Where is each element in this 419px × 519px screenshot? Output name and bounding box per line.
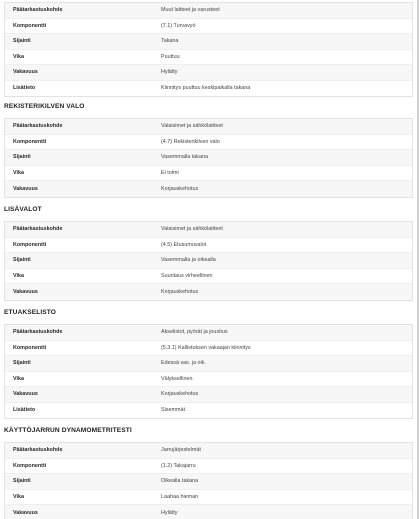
detail-label: Päätarkastuskohde — [13, 226, 63, 233]
detail-value: Edessä vas. ja oik. — [161, 360, 206, 367]
detail-label: Sijainti — [13, 154, 31, 161]
section-title-rekisterikilven-valo: REKISTERIKILVEN VALO — [4, 103, 85, 110]
detail-label: Päätarkastuskohde — [13, 7, 63, 14]
detail-label: Sijainti — [13, 478, 31, 485]
detail-value: Valaisimet ja sähkölaitteet — [161, 226, 223, 233]
detail-row — [5, 65, 412, 81]
detail-label: Vika — [13, 53, 24, 60]
detail-row — [5, 3, 412, 19]
detail-row — [5, 284, 412, 300]
detail-value: Puuttuu — [161, 53, 180, 60]
detail-label: Komponentti — [13, 241, 47, 248]
defect-card-etuakselisto — [4, 324, 413, 419]
section-title-etuakselisto: ETUAKSELISTO — [4, 309, 57, 316]
detail-value: (1.2) Takajarru — [161, 462, 196, 469]
defect-card-rekisterikilven-valo — [4, 118, 413, 198]
detail-value: Takana — [161, 38, 179, 45]
detail-value: (4.5) Etusumuvalot — [161, 241, 207, 248]
defect-card-lisavalot — [4, 221, 413, 301]
detail-label: Vika — [13, 169, 24, 176]
detail-row — [5, 253, 412, 269]
detail-row — [5, 372, 412, 388]
detail-label: Päätarkastuskohde — [13, 447, 63, 454]
detail-row — [5, 443, 412, 459]
detail-row — [5, 222, 412, 238]
detail-label: Sijainti — [13, 38, 31, 45]
detail-label: Vakavuus — [13, 69, 38, 76]
detail-label: Komponentti — [13, 22, 47, 29]
detail-row — [5, 325, 412, 341]
detail-label: Vakavuus — [13, 391, 38, 398]
detail-row — [5, 34, 412, 50]
detail-row — [5, 119, 412, 135]
detail-value: Ei toimi — [161, 169, 179, 176]
section-title-kayttojarrun-dynamometritesti: KÄYTTÖJARRUN DYNAMOMETRITESTI — [4, 427, 132, 434]
detail-label: Sijainti — [13, 360, 31, 367]
detail-row — [5, 181, 412, 197]
detail-value: Vasemmalla ja oikealla — [161, 257, 216, 264]
detail-value: Korjauskehotus — [161, 391, 199, 398]
detail-row — [5, 238, 412, 254]
detail-label: Komponentti — [13, 344, 47, 351]
detail-label: Lisätieto — [13, 85, 36, 92]
detail-row — [5, 341, 412, 357]
detail-value: Hylätty — [161, 509, 178, 516]
detail-row — [5, 356, 412, 372]
section-title-lisavalot: LISÄVALOT — [4, 206, 42, 213]
detail-row — [5, 19, 412, 35]
detail-row — [5, 403, 412, 419]
detail-value: Akselistot, pyörät ja jousitus — [161, 329, 228, 336]
detail-label: Lisätieto — [13, 407, 36, 414]
detail-value: Jarrujärjestelmät — [161, 447, 201, 454]
defect-card-turvavyo — [4, 2, 413, 97]
detail-value: Kiinnitys puuttuu keskipaikalla takana — [161, 85, 251, 92]
detail-label: Vika — [13, 375, 24, 382]
detail-value: Hylätty — [161, 69, 178, 76]
detail-row — [5, 459, 412, 475]
detail-value: Sisemmät — [161, 407, 185, 414]
detail-label: Vika — [13, 493, 24, 500]
detail-label: Vakavuus — [13, 509, 38, 516]
detail-value: Vasemmalla takana — [161, 154, 208, 161]
detail-label: Vakavuus — [13, 288, 38, 295]
detail-row — [5, 490, 412, 506]
detail-row — [5, 166, 412, 182]
detail-value: (4.7) Rekisterikilven valo — [161, 138, 220, 145]
detail-row — [5, 135, 412, 151]
detail-row — [5, 150, 412, 166]
detail-value: (7.1) Turvavyö — [161, 22, 196, 29]
detail-label: Sijainti — [13, 257, 31, 264]
detail-row — [5, 269, 412, 285]
detail-label: Komponentti — [13, 138, 47, 145]
detail-row — [5, 505, 412, 519]
detail-label: Komponentti — [13, 462, 47, 469]
detail-label: Vakavuus — [13, 185, 38, 192]
detail-row — [5, 387, 412, 403]
detail-value: Valaisimet ja sähkölaitteet — [161, 123, 223, 130]
detail-row — [5, 81, 412, 97]
detail-value: Laahaa hieman — [161, 493, 199, 500]
defect-card-kayttojarru — [4, 442, 413, 519]
detail-label: Päätarkastuskohde — [13, 123, 63, 130]
detail-value: Korjauskehotus — [161, 288, 199, 295]
detail-row — [5, 50, 412, 66]
detail-value: Muut laitteet ja varusteet — [161, 7, 220, 14]
detail-value: Korjauskehotus — [161, 185, 199, 192]
detail-row — [5, 474, 412, 490]
detail-value: Välyksellinen — [161, 375, 193, 382]
detail-value: Suuntaus virheellinen — [161, 272, 213, 279]
detail-label: Vika — [13, 272, 24, 279]
detail-label: Päätarkastuskohde — [13, 329, 63, 336]
detail-value: Oikealla takana — [161, 478, 199, 485]
detail-value: (5.3.1) Kallistuksen vakaajan kiinnitys — [161, 344, 251, 351]
